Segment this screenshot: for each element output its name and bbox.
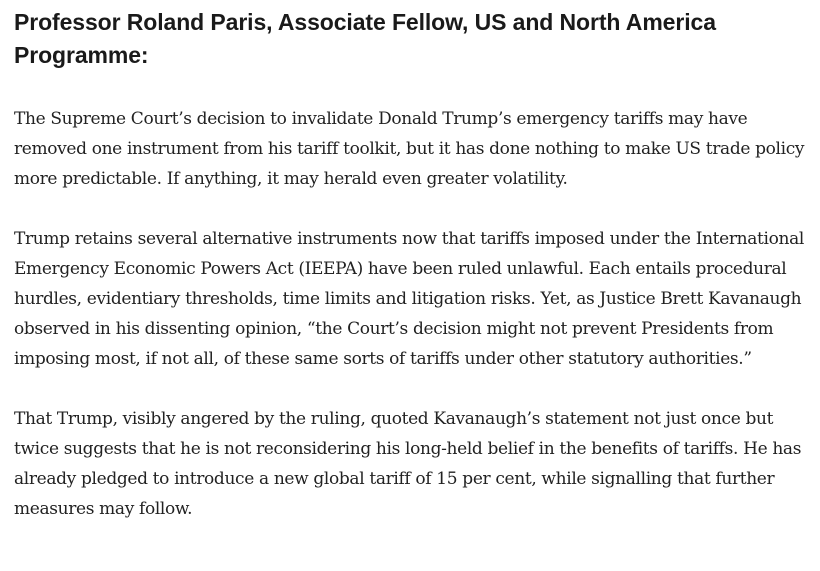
article: [14, 6, 814, 524]
paragraph-1: The Supreme Court’s decision to invalidate Donald Trump’s emergency tariffs may have removed one instrument from his tariff toolkit, but it has done nothing to make US trade policy more predictable. If anything, it may herald even greater volatility.: [14, 109, 805, 189]
paragraph-3: That Trump, visibly angered by the ruling, quoted Kavanaugh’s statement not just once but twice suggests that he is not reconsidering his long-held belief in the benefits of tariffs. He has already pledged to introduce a new global tariff of 15 per cent, while signalling that further measures may follow.: [14, 409, 802, 519]
section-heading: Professor Roland Paris, Associate Fellow, US and North America Programme:: [14, 9, 716, 68]
paragraph-2: Trump retains several alternative instruments now that tariffs imposed under the International Emergency Economic Powers Act (IEEPA) have been ruled unlawful. Each entails procedural hurdles, evidentiary thresholds, time limits and litigation risks. Yet, as Justice Brett Kavanaugh observed in his dissenting opinion, “the Court’s decision might not prevent Presidents from imposing most, if not all, of these same sorts of tariffs under other statutory authorities.”: [14, 229, 804, 369]
